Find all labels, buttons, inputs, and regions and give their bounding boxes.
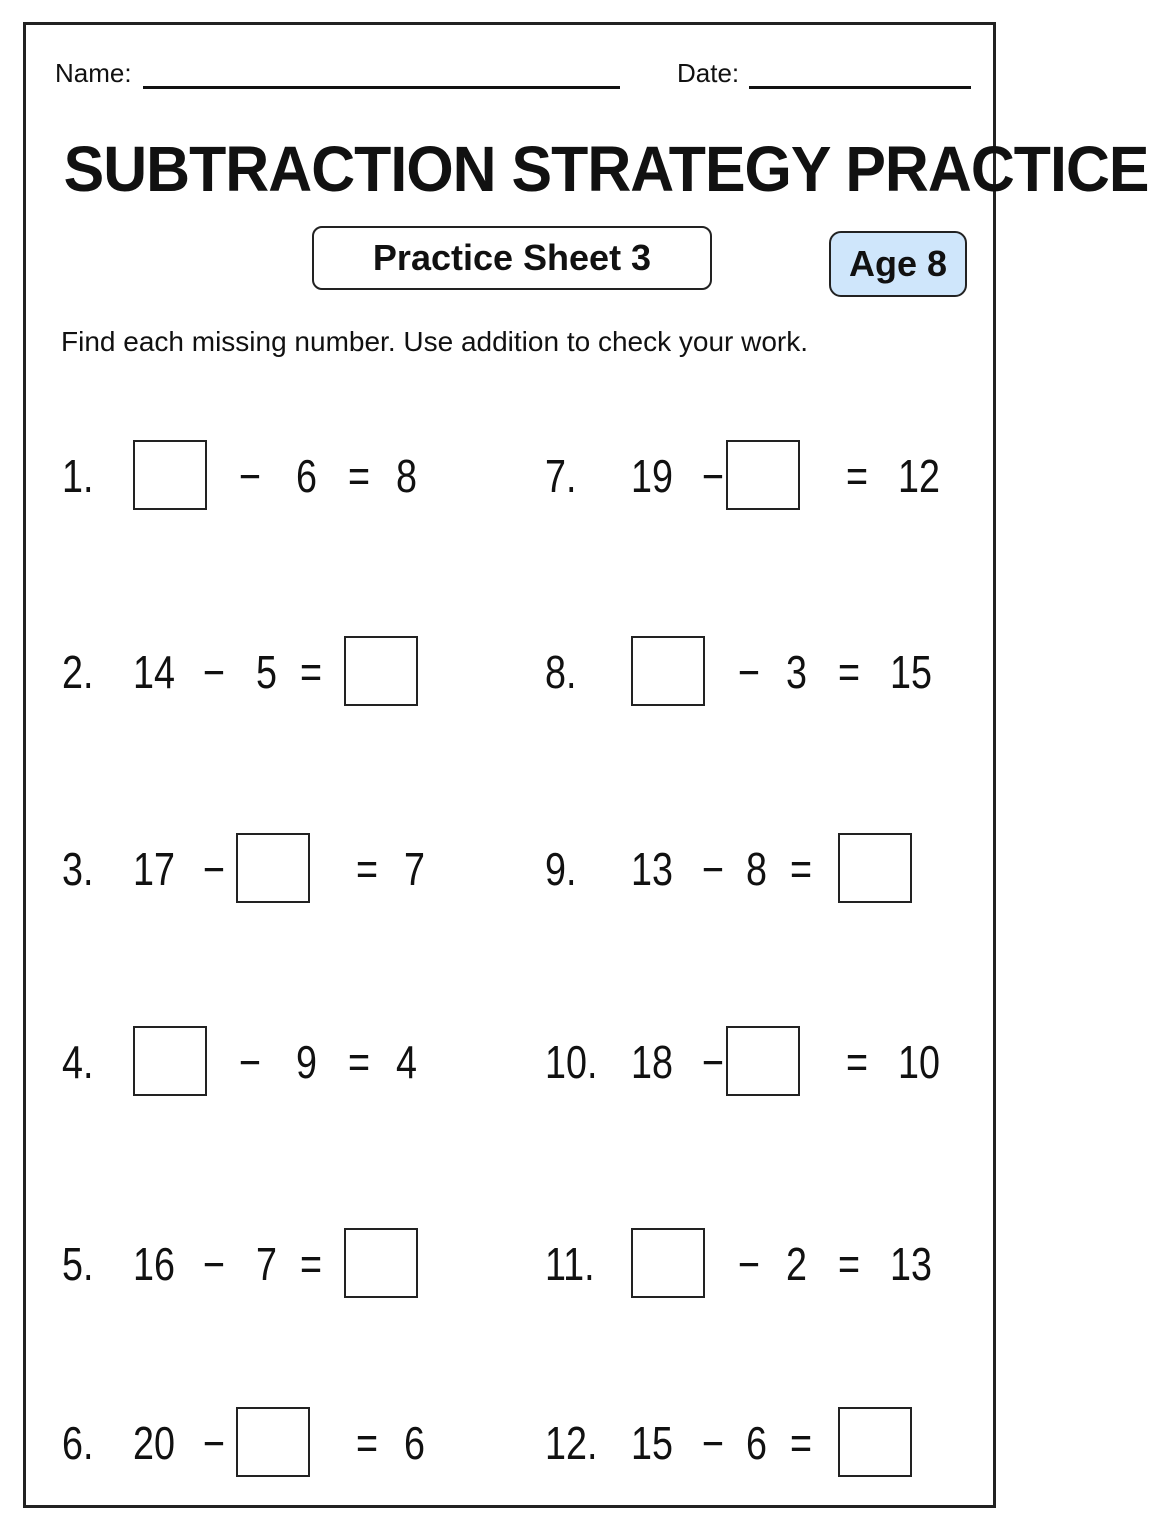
answer-box[interactable] bbox=[838, 833, 912, 903]
answer-box[interactable] bbox=[726, 440, 800, 510]
result: 6 bbox=[404, 1417, 425, 1469]
minus-sign: − bbox=[702, 843, 725, 895]
age-badge: Age 8 bbox=[829, 231, 967, 297]
minus-sign: − bbox=[203, 843, 226, 895]
result: 15 bbox=[890, 646, 932, 698]
operand-a: 17 bbox=[133, 843, 175, 895]
minus-sign: − bbox=[239, 1036, 262, 1088]
minus-sign: − bbox=[738, 646, 761, 698]
equals-sign: = bbox=[846, 1036, 869, 1088]
operand-b: 7 bbox=[256, 1238, 277, 1290]
equals-sign: = bbox=[348, 1036, 371, 1088]
problem-number: 1. bbox=[62, 450, 94, 502]
operand-b: 6 bbox=[296, 450, 317, 502]
practice-sheet-label: Practice Sheet 3 bbox=[312, 226, 712, 290]
operand-b: 9 bbox=[296, 1036, 317, 1088]
result: 10 bbox=[898, 1036, 940, 1088]
problem-10 bbox=[0, 1026, 1024, 1098]
result: 4 bbox=[396, 1036, 417, 1088]
problem-number: 12. bbox=[545, 1417, 598, 1469]
operand-b: 2 bbox=[786, 1238, 807, 1290]
operand-a: 19 bbox=[631, 450, 673, 502]
minus-sign: − bbox=[239, 450, 262, 502]
operand-a: 20 bbox=[133, 1417, 175, 1469]
answer-box[interactable] bbox=[631, 1228, 705, 1298]
equals-sign: = bbox=[300, 1238, 323, 1290]
answer-box[interactable] bbox=[631, 636, 705, 706]
problem-number: 3. bbox=[62, 843, 94, 895]
problem-8 bbox=[0, 636, 1024, 708]
problem-number: 10. bbox=[545, 1036, 598, 1088]
minus-sign: − bbox=[738, 1238, 761, 1290]
minus-sign: − bbox=[203, 646, 226, 698]
problem-number: 6. bbox=[62, 1417, 94, 1469]
result: 13 bbox=[890, 1238, 932, 1290]
date-label: Date: bbox=[677, 58, 740, 88]
operand-b: 8 bbox=[746, 843, 767, 895]
operand-b: 3 bbox=[786, 646, 807, 698]
equals-sign: = bbox=[790, 843, 813, 895]
minus-sign: − bbox=[702, 1036, 725, 1088]
equals-sign: = bbox=[348, 450, 371, 502]
name-field[interactable] bbox=[143, 86, 620, 89]
problem-7 bbox=[0, 440, 1024, 512]
answer-box[interactable] bbox=[726, 1026, 800, 1096]
problem-12 bbox=[0, 1407, 1024, 1479]
problem-number: 5. bbox=[62, 1238, 94, 1290]
result: 12 bbox=[898, 450, 940, 502]
problem-11 bbox=[0, 1228, 1024, 1300]
equals-sign: = bbox=[790, 1417, 813, 1469]
equals-sign: = bbox=[356, 843, 379, 895]
equals-sign: = bbox=[846, 450, 869, 502]
answer-box[interactable] bbox=[838, 1407, 912, 1477]
minus-sign: − bbox=[203, 1238, 226, 1290]
minus-sign: − bbox=[702, 450, 725, 502]
problem-number: 7. bbox=[545, 450, 577, 502]
operand-a: 14 bbox=[133, 646, 175, 698]
name-label: Name: bbox=[55, 58, 132, 88]
result: 7 bbox=[404, 843, 425, 895]
equals-sign: = bbox=[356, 1417, 379, 1469]
problem-number: 8. bbox=[545, 646, 577, 698]
problem-number: 11. bbox=[545, 1238, 595, 1290]
equals-sign: = bbox=[838, 1238, 861, 1290]
page-title: SUBTRACTION STRATEGY PRACTICE bbox=[63, 133, 1149, 205]
problem-number: 9. bbox=[545, 843, 577, 895]
result: 8 bbox=[396, 450, 417, 502]
date-field[interactable] bbox=[749, 86, 971, 89]
operand-b: 5 bbox=[256, 646, 277, 698]
operand-a: 13 bbox=[631, 843, 673, 895]
instructions: Find each missing number. Use addition to check your work. bbox=[61, 326, 809, 357]
problem-number: 2. bbox=[62, 646, 94, 698]
minus-sign: − bbox=[203, 1417, 226, 1469]
problem-number: 4. bbox=[62, 1036, 94, 1088]
problem-9 bbox=[0, 833, 1024, 905]
operand-a: 16 bbox=[133, 1238, 175, 1290]
minus-sign: − bbox=[702, 1417, 725, 1469]
operand-b: 6 bbox=[746, 1417, 767, 1469]
equals-sign: = bbox=[838, 646, 861, 698]
operand-a: 15 bbox=[631, 1417, 673, 1469]
equals-sign: = bbox=[300, 646, 323, 698]
operand-a: 18 bbox=[631, 1036, 673, 1088]
